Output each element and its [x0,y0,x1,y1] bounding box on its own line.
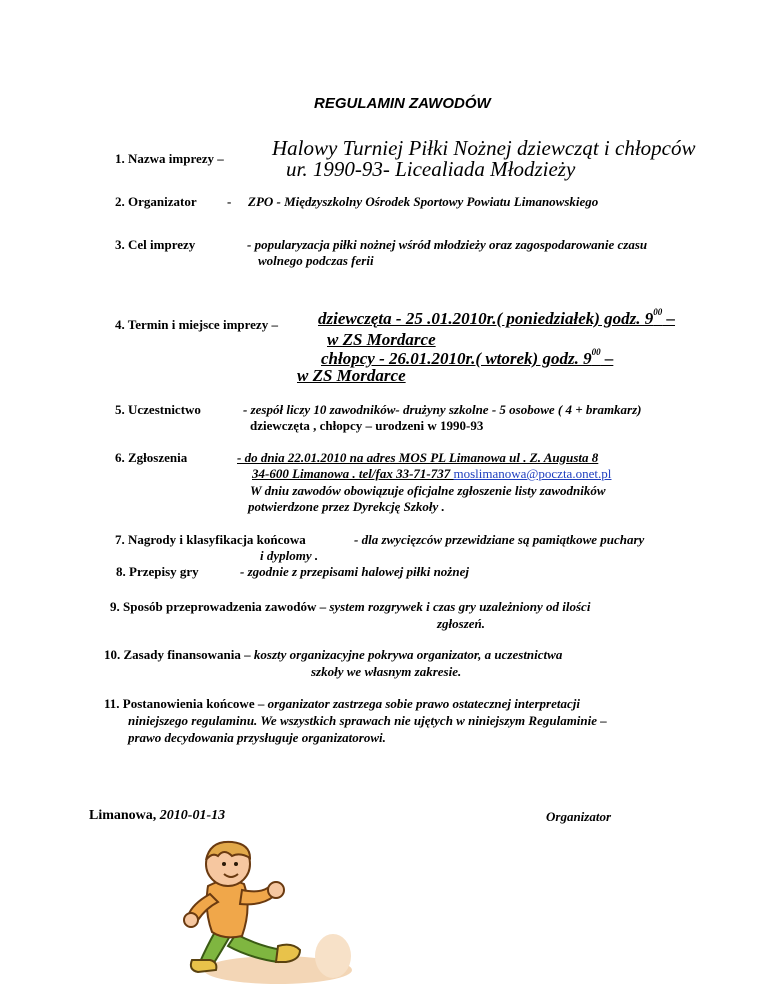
item11-line3: prawo decydowania przysługuje organizatorowi. [128,730,386,745]
item2-label: 2. Organizator [115,194,197,209]
item11: 11. Postanowienia końcowe – organizator zastrzega sobie prawo ostatecznej interpretacji [104,696,580,711]
document-title: REGULAMIN ZAWODÓW [314,95,491,112]
item3-label: 3. Cel imprezy [115,237,196,252]
participation-line1: - zespół liczy 10 zawodników- drużyny szkolne - 5 osobowe ( 4 + bramkarz) [243,402,642,417]
girls-place: w ZS Mordarce [327,330,436,349]
item5-label: 5. Uczestnictwo [115,402,201,417]
registration-line2: 34-600 Limanowa . tel/fax 33-71-737 moslimanowa@poczta.onet.pl [252,466,612,481]
rules-value: - zgodnie z przepisami halowej piłki nożnej [240,564,469,579]
purpose-line2: wolnego podczas ferii [258,253,374,268]
signature-organizer: Organizator [546,809,612,824]
participation-line2: dziewczęta , chłopcy – urodzeni w 1990-93 [250,418,484,433]
running-boy-clipart-icon [178,838,358,988]
item11-line2: niniejszego regulaminu. We wszystkich sprawach nie ujętych w niniejszym Regulaminie – [128,713,607,728]
registration-line3: W dniu zawodów obowiązuje oficjalne zgłoszenie listy zawodników [250,483,606,498]
item10: 10. Zasady finansowania – koszty organizacyjne pokrywa organizator, a uczestnictwa [104,647,563,662]
girls-date: dziewczęta - 25 .01.2010r.( poniedziałek) godz. $9^{00}$ – [318,307,676,328]
organizer-value: ZPO - Międzyszkolny Ośrodek Sportowy Powiatu Limanowskiego [248,194,599,209]
item10-line2: szkoły we własnym zakresie. [311,664,462,679]
item2-dash: - [227,194,232,209]
awards-line1: - dla zwycięzców przewidziane są pamiątkowe puchary [354,532,645,547]
item9-line2: zgłoszeń. [437,616,486,631]
registration-line4: potwierdzone przez Dyrekcję Szkoły . [248,499,445,514]
item6-label: 6. Zgłoszenia [115,450,188,465]
awards-line2: i dyplomy . [260,548,319,563]
purpose-line1: - popularyzacja piłki nożnej wśród młodzieży oraz zagospodarowanie czasu [247,237,648,252]
item9: 9. Sposób przeprowadzenia zawodów – system rozgrywek i czas gry uzależniony od ilości [110,599,591,614]
item1-label: 1. Nazwa imprezy – [115,151,224,166]
item7-label: 7. Nagrody i klasyfikacja końcowa [115,532,306,547]
email-link[interactable]: moslimanowa@poczta.onet.pl [453,466,612,481]
boys-place: w ZS Mordarce [297,366,406,385]
registration-line1: - do dnia 22.01.2010 na adres MOS PL Limanowa ul . Z. Augusta 8 [237,450,599,465]
item8-label: 8. Przepisy gry [116,564,199,579]
footer-place-date: Limanowa, 2010-01-13 [89,808,226,823]
event-name-line1: Halowy Turniej Piłki Nożnej dziewcząt i chłopców [272,136,696,160]
boys-date: chłopcy - 26.01.2010r.( wtorek) godz. $9^{00}$ – [321,347,614,368]
item4-label: 4. Termin i miejsce imprezy – [115,317,278,332]
event-name-line2: ur. 1990-93- Licealiada Młodzieży [286,157,576,181]
